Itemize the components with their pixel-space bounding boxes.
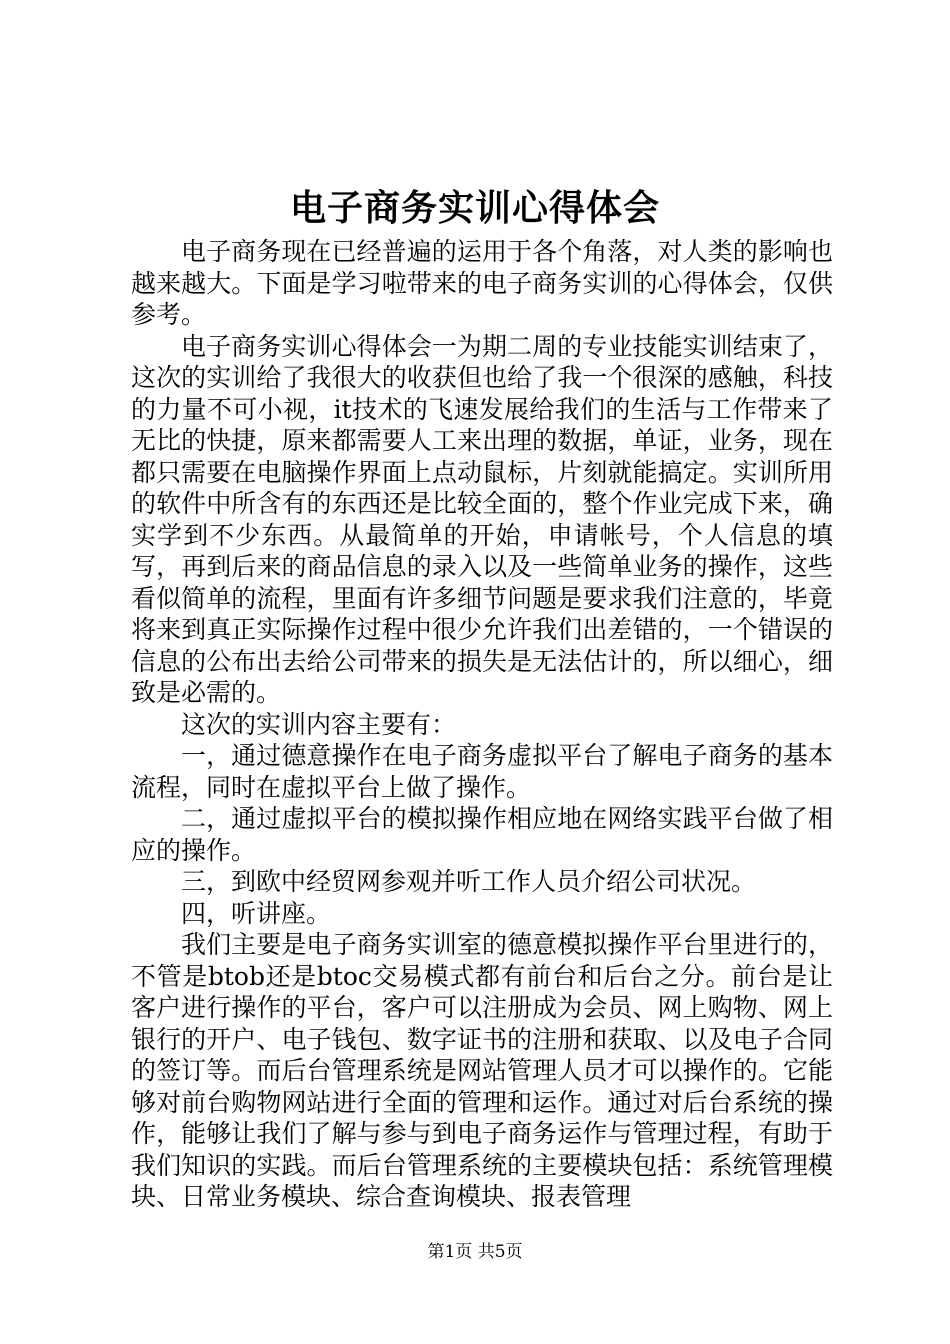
paragraph-item-3: 三，到欧中经贸网参观并听工作人员介绍公司状况。 [181, 867, 757, 896]
paragraph-experience: 电子商务实训心得体会一为期二周的专业技能实训结束了，这次的实训给了我很大的收获但也给了我一个很深的感触，科技的力量不可小视，it技术的飞速发展给我们的生活与工作带来了无比的快捷，原来都需要人工来出理的数据，单证，业务，现在都只需要在电脑操作界面上点动鼠标，片刻就能搞定。实训所用的软件中所含有的东西还是比较全面的，整个作业完成下来，确实学到不少东西。从最简单的开始，申请帐号，个人信息的填写，再到后来的商品信息的录入以及一些简单业务的操作，这些看似简单的流程，里面有许多细节问题是要求我们注意的，毕竟将来到真正实际操作过程中很少允许我们出差错的，一个错误的信息的公布出去给公司带来的损失是无法估计的，所以细心，细致是必需的。 [131, 331, 833, 707]
paragraph-item-1: 一，通过德意操作在电子商务虚拟平台了解电子商务的基本流程，同时在虚拟平台上做了操作。 [131, 741, 833, 802]
paragraph-platform: 我们主要是电子商务实训室的德意模拟操作平台里进行的，不管是btob还是btoc交易模式都有前台和后台之分。前台是让客户进行操作的平台，客户可以注册成为会员、网上购物、网上银行的开户、电子钱包、数字证书的注册和获取、以及电子合同的签订等。而后台管理系统是网站管理人员才可以操作的。它能够对前台购物网站进行全面的管理和运作。通过对后台系统的操作，能够让我们了解与参与到电子商务运作与管理过程，有助于我们知识的实践。而后台管理系统的主要模块包括：系统管理模块、日常业务模块、综合查询模块、报表管理 [131, 930, 833, 1211]
paragraph-intro: 电子商务现在已经普遍的运用于各个角落，对人类的影响也越来越大。下面是学习啦带来的电子商务实训的心得体会，仅供参考。 [131, 237, 833, 329]
paragraph-item-2: 二，通过虚拟平台的模拟操作相应地在网络实践平台做了相应的操作。 [131, 804, 833, 865]
page-number: 第1页 共5页 [427, 1242, 523, 1262]
document-body [131, 236, 833, 1213]
paragraph-content-heading: 这次的实训内容主要有： [181, 709, 457, 739]
paragraph-item-4: 四，听讲座。 [181, 898, 332, 928]
document-title: 电子商务实训心得体会 [289, 187, 660, 229]
